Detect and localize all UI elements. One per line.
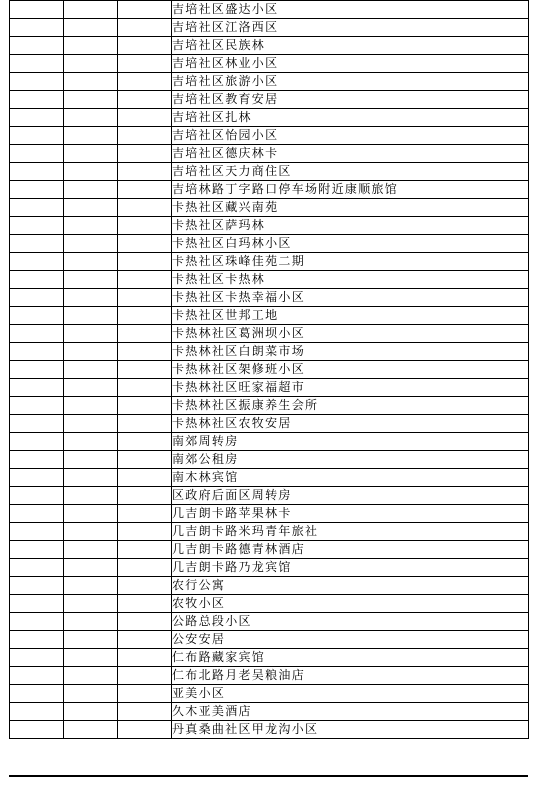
empty-cell (118, 523, 172, 541)
table-row (10, 163, 529, 181)
empty-cell (10, 379, 64, 397)
empty-cell (118, 127, 172, 145)
empty-cell (64, 217, 118, 235)
empty-cell (64, 235, 118, 253)
table-row (10, 523, 529, 541)
table-row (10, 379, 529, 397)
location-cell: 亚美小区 (172, 685, 529, 703)
empty-cell (118, 415, 172, 433)
address-table (9, 0, 529, 739)
empty-cell (64, 703, 118, 721)
empty-cell (10, 73, 64, 91)
location-cell: 农行公寓 (172, 577, 529, 595)
empty-cell (10, 559, 64, 577)
empty-cell (64, 1, 118, 19)
empty-cell (118, 505, 172, 523)
empty-cell (118, 109, 172, 127)
empty-cell (10, 19, 64, 37)
location-cell: 卡热社区世邦工地 (172, 307, 529, 325)
location-cell: 卡热社区珠峰佳苑二期 (172, 253, 529, 271)
empty-cell (118, 559, 172, 577)
empty-cell (10, 577, 64, 595)
location-cell: 卡热林社区旺家福超市 (172, 379, 529, 397)
empty-cell (118, 487, 172, 505)
empty-cell (118, 397, 172, 415)
empty-cell (118, 73, 172, 91)
table-row (10, 397, 529, 415)
empty-cell (64, 163, 118, 181)
location-cell: 吉培社区扎林 (172, 109, 529, 127)
empty-cell (118, 145, 172, 163)
empty-cell (64, 451, 118, 469)
empty-cell (10, 253, 64, 271)
empty-cell (118, 163, 172, 181)
location-cell: 卡热社区卡热幸福小区 (172, 289, 529, 307)
empty-cell (118, 37, 172, 55)
empty-cell (10, 91, 64, 109)
table-row (10, 415, 529, 433)
empty-cell (64, 37, 118, 55)
table-row (10, 505, 529, 523)
table-row (10, 145, 529, 163)
empty-cell (10, 181, 64, 199)
location-cell: 农牧小区 (172, 595, 529, 613)
table-row (10, 271, 529, 289)
location-cell: 吉培社区教育安居 (172, 91, 529, 109)
table-row (10, 487, 529, 505)
empty-cell (10, 487, 64, 505)
empty-cell (118, 433, 172, 451)
empty-cell (10, 631, 64, 649)
empty-cell (64, 109, 118, 127)
location-cell: 卡热社区卡热林 (172, 271, 529, 289)
empty-cell (10, 541, 64, 559)
empty-cell (118, 685, 172, 703)
table-row (10, 433, 529, 451)
empty-cell (10, 685, 64, 703)
table-bottom-border (9, 775, 528, 777)
empty-cell (10, 451, 64, 469)
empty-cell (10, 649, 64, 667)
empty-cell (10, 613, 64, 631)
empty-cell (64, 577, 118, 595)
empty-cell (10, 289, 64, 307)
empty-cell (64, 199, 118, 217)
empty-cell (10, 307, 64, 325)
location-cell: 区政府后面区周转房 (172, 487, 529, 505)
empty-cell (64, 415, 118, 433)
empty-cell (64, 307, 118, 325)
empty-cell (118, 91, 172, 109)
empty-cell (64, 649, 118, 667)
location-cell: 卡热林社区农牧安居 (172, 415, 529, 433)
empty-cell (118, 577, 172, 595)
location-cell: 吉培社区旅游小区 (172, 73, 529, 91)
empty-cell (118, 469, 172, 487)
empty-cell (118, 595, 172, 613)
empty-cell (10, 343, 64, 361)
table-row (10, 91, 529, 109)
empty-cell (64, 145, 118, 163)
empty-cell (64, 613, 118, 631)
location-cell: 卡热林社区振康养生会所 (172, 397, 529, 415)
empty-cell (10, 433, 64, 451)
location-cell: 南郊周转房 (172, 433, 529, 451)
empty-cell (10, 415, 64, 433)
location-cell: 吉培社区林业小区 (172, 55, 529, 73)
location-cell: 卡热林社区白朗菜市场 (172, 343, 529, 361)
empty-cell (64, 667, 118, 685)
empty-cell (118, 703, 172, 721)
empty-cell (64, 127, 118, 145)
empty-cell (118, 217, 172, 235)
empty-cell (10, 325, 64, 343)
empty-cell (118, 649, 172, 667)
empty-cell (10, 163, 64, 181)
table-row (10, 217, 529, 235)
table-row (10, 559, 529, 577)
location-cell: 卡热林社区架修班小区 (172, 361, 529, 379)
empty-cell (64, 523, 118, 541)
location-cell: 卡热社区萨玛林 (172, 217, 529, 235)
empty-cell (10, 145, 64, 163)
empty-cell (10, 109, 64, 127)
table-row (10, 469, 529, 487)
location-cell: 卡热林社区葛洲坝小区 (172, 325, 529, 343)
location-cell: 南木林宾馆 (172, 469, 529, 487)
empty-cell (118, 289, 172, 307)
table-row (10, 253, 529, 271)
table-row (10, 37, 529, 55)
table-row (10, 127, 529, 145)
location-cell: 吉培社区德庆林卡 (172, 145, 529, 163)
empty-cell (10, 505, 64, 523)
empty-cell (118, 631, 172, 649)
location-cell: 吉培林路丁字路口停车场附近康顺旅馆 (172, 181, 529, 199)
empty-cell (64, 595, 118, 613)
location-cell: 几吉朗卡路米玛青年旅社 (172, 523, 529, 541)
empty-cell (10, 271, 64, 289)
empty-cell (64, 631, 118, 649)
table-row (10, 343, 529, 361)
location-cell: 几吉朗卡路苹果林卡 (172, 505, 529, 523)
table-row (10, 325, 529, 343)
table-row (10, 361, 529, 379)
empty-cell (10, 217, 64, 235)
empty-cell (118, 235, 172, 253)
empty-cell (64, 379, 118, 397)
location-cell: 卡热社区藏兴南苑 (172, 199, 529, 217)
table-row (10, 703, 529, 721)
table-row (10, 55, 529, 73)
empty-cell (118, 361, 172, 379)
empty-cell (10, 55, 64, 73)
empty-cell (10, 469, 64, 487)
table-row (10, 1, 529, 19)
empty-cell (64, 361, 118, 379)
empty-cell (10, 361, 64, 379)
empty-cell (10, 595, 64, 613)
table-row (10, 19, 529, 37)
table-row (10, 541, 529, 559)
empty-cell (10, 37, 64, 55)
empty-cell (10, 523, 64, 541)
empty-cell (10, 235, 64, 253)
table-row (10, 109, 529, 127)
table-row (10, 289, 529, 307)
empty-cell (64, 721, 118, 739)
empty-cell (64, 433, 118, 451)
location-cell: 几吉朗卡路德青林酒店 (172, 541, 529, 559)
empty-cell (64, 469, 118, 487)
empty-cell (64, 55, 118, 73)
location-cell: 吉培社区江洛西区 (172, 19, 529, 37)
table-row (10, 685, 529, 703)
empty-cell (64, 541, 118, 559)
table-row (10, 181, 529, 199)
location-cell: 丹真桑曲社区甲龙沟小区 (172, 721, 529, 739)
table-row (10, 577, 529, 595)
table-row (10, 649, 529, 667)
table-row (10, 667, 529, 685)
empty-cell (118, 325, 172, 343)
empty-cell (64, 487, 118, 505)
location-cell: 吉培社区天力商住区 (172, 163, 529, 181)
table-row (10, 631, 529, 649)
location-cell: 吉培社区怡园小区 (172, 127, 529, 145)
table-row (10, 73, 529, 91)
empty-cell (10, 1, 64, 19)
empty-cell (10, 397, 64, 415)
empty-cell (118, 613, 172, 631)
empty-cell (118, 307, 172, 325)
empty-cell (64, 181, 118, 199)
empty-cell (64, 253, 118, 271)
empty-cell (118, 55, 172, 73)
table-row (10, 307, 529, 325)
empty-cell (64, 559, 118, 577)
empty-cell (118, 541, 172, 559)
location-cell: 公安安居 (172, 631, 529, 649)
location-cell: 仁布路藏家宾馆 (172, 649, 529, 667)
empty-cell (64, 73, 118, 91)
empty-cell (118, 253, 172, 271)
table-row (10, 613, 529, 631)
table-row (10, 199, 529, 217)
location-cell: 卡热社区白玛林小区 (172, 235, 529, 253)
empty-cell (118, 721, 172, 739)
empty-cell (64, 91, 118, 109)
empty-cell (118, 271, 172, 289)
location-cell: 吉培社区民族林 (172, 37, 529, 55)
empty-cell (10, 703, 64, 721)
empty-cell (118, 1, 172, 19)
table-row (10, 595, 529, 613)
empty-cell (118, 19, 172, 37)
empty-cell (64, 397, 118, 415)
empty-cell (118, 667, 172, 685)
empty-cell (64, 685, 118, 703)
table-row (10, 451, 529, 469)
empty-cell (10, 667, 64, 685)
empty-cell (64, 343, 118, 361)
empty-cell (10, 199, 64, 217)
location-cell: 仁布北路月老吴粮油店 (172, 667, 529, 685)
location-cell: 公路总段小区 (172, 613, 529, 631)
empty-cell (118, 199, 172, 217)
empty-cell (64, 19, 118, 37)
empty-cell (118, 343, 172, 361)
empty-cell (64, 505, 118, 523)
empty-cell (64, 325, 118, 343)
empty-cell (118, 451, 172, 469)
table-row (10, 721, 529, 739)
empty-cell (118, 181, 172, 199)
address-table-body (10, 1, 529, 739)
table-row (10, 235, 529, 253)
empty-cell (64, 289, 118, 307)
empty-cell (10, 721, 64, 739)
location-cell: 吉培社区盛达小区 (172, 1, 529, 19)
empty-cell (10, 127, 64, 145)
empty-cell (118, 379, 172, 397)
location-cell: 几吉朗卡路乃龙宾馆 (172, 559, 529, 577)
location-cell: 南郊公租房 (172, 451, 529, 469)
location-cell: 久木亚美酒店 (172, 703, 529, 721)
empty-cell (64, 271, 118, 289)
